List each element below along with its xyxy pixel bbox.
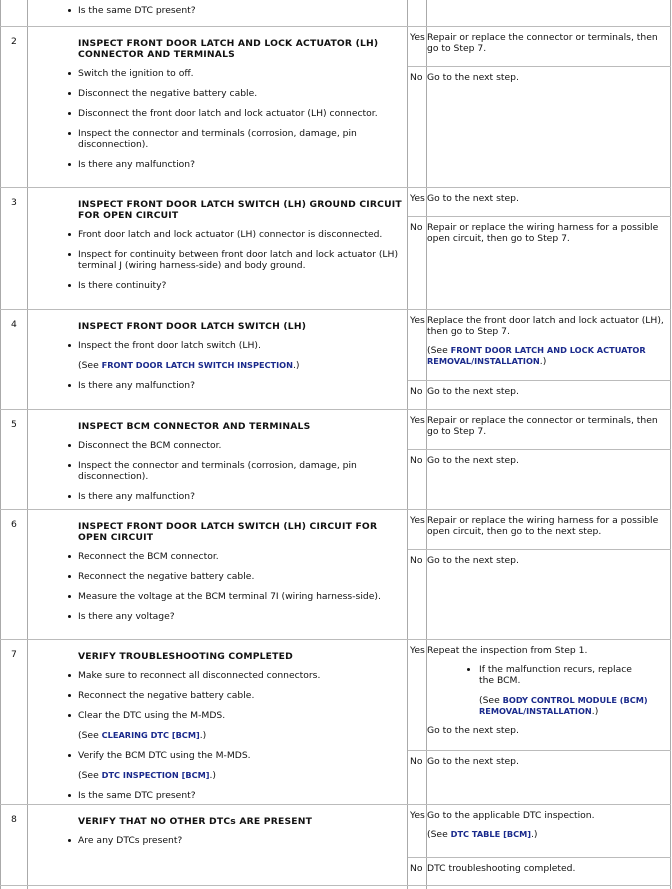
step-item: Measure the voltage at the BCM terminal 7I (wiring harness-side).: [68, 591, 408, 602]
yes-bullet: If the malfunction recurs, replace the BCM.: [467, 664, 649, 686]
yes-label: Yes: [410, 810, 425, 821]
action-cell: [68, 0, 408, 26]
result-no: [408, 381, 671, 409]
no-label: No: [410, 555, 423, 566]
no-result: Go to the next step.: [427, 555, 519, 566]
step-item: Front door latch and lock actuator (LH) connector is disconnected.: [68, 229, 408, 240]
no-result: Go to the next step.: [427, 455, 519, 466]
result-yes: [408, 510, 671, 549]
step-item: Switch the ignition to off.: [68, 68, 408, 79]
no-label: No: [410, 756, 423, 767]
see-suffix: .): [591, 706, 599, 717]
step-item: Reconnect the BCM connector.: [68, 551, 408, 562]
yes-result: Go to the next step.: [427, 193, 519, 204]
front-door-latch-switch-inspection-link[interactable]: FRONT DOOR LATCH SWITCH INSPECTION: [101, 360, 293, 370]
step-title: INSPECT FRONT DOOR LATCH AND LOCK ACTUATOR (LH) CONNECTOR AND TERMINALS: [78, 38, 379, 60]
action-cell: [68, 640, 408, 804]
see-prefix: (See: [78, 360, 102, 371]
yes-text: Go to the applicable DTC inspection.: [427, 810, 595, 821]
see-reference: [68, 360, 408, 371]
step-question: Are any DTCs present?: [68, 835, 408, 846]
no-result: Go to the next step.: [427, 386, 519, 397]
step-title: INSPECT BCM CONNECTOR AND TERMINALS: [78, 421, 311, 432]
see-reference: [479, 695, 649, 717]
step-title: VERIFY THAT NO OTHER DTCs ARE PRESENT: [78, 816, 313, 827]
step-title: INSPECT FRONT DOOR LATCH SWITCH (LH) CIRCUIT FOR OPEN CIRCUIT: [78, 521, 378, 543]
yes-label: Yes: [410, 645, 425, 656]
yes-text: Repeat the inspection from Step 1.: [427, 645, 588, 656]
see-reference: [427, 345, 667, 367]
result-yes: [408, 640, 671, 750]
yes-label: Yes: [410, 315, 425, 326]
see-prefix: (See: [78, 770, 102, 781]
step-number: 3: [11, 197, 17, 208]
yes-result: [427, 310, 671, 380]
step-number: 2: [11, 36, 17, 47]
no-result: DTC troubleshooting completed.: [427, 863, 576, 874]
step-item: Disconnect the negative battery cable.: [68, 88, 408, 99]
step-item: Inspect the connector and terminals (corrosion, damage, pin disconnection).: [68, 460, 408, 482]
step-item: Reconnect the negative battery cable.: [68, 571, 408, 582]
yes-result: Repair or replace the connector or terminals, then go to Step 7.: [427, 415, 658, 437]
step-item: Disconnect the BCM connector.: [68, 440, 408, 451]
dtc-table-link[interactable]: DTC TABLE [BCM]: [450, 829, 531, 839]
result-no: [408, 550, 671, 639]
bcm-removal-link[interactable]: BODY CONTROL MODULE (BCM) REMOVAL/INSTALLATION: [479, 695, 648, 716]
no-result: Go to the next step.: [427, 72, 519, 83]
step-question: Is there continuity?: [68, 280, 408, 291]
no-label: No: [410, 72, 423, 83]
result-no: [408, 67, 671, 187]
result-yes: [408, 310, 671, 380]
table-row-step-7: [0, 640, 671, 804]
step-title: VERIFY TROUBLESHOOTING COMPLETED: [78, 651, 293, 662]
step-question: Is the same DTC present?: [68, 790, 408, 801]
result-yes: [408, 27, 671, 66]
table-row-step-8: [0, 805, 671, 885]
see-prefix: (See: [427, 829, 451, 840]
yes-label: Yes: [410, 32, 425, 43]
see-suffix: .): [539, 356, 547, 367]
see-suffix: .): [199, 730, 207, 741]
step-item: Make sure to reconnect all disconnected connectors.: [68, 670, 408, 681]
question-item: Is the same DTC present?: [68, 5, 408, 16]
result-no: [408, 751, 671, 804]
table-row-fragment: [0, 0, 671, 26]
result-no: [408, 450, 671, 509]
result-yes: [408, 805, 671, 857]
see-suffix: .): [209, 770, 216, 781]
step-question: Is there any voltage?: [68, 611, 408, 622]
latch-actuator-removal-link[interactable]: FRONT DOOR LATCH AND LOCK ACTUATOR REMOVAL/INSTALLATION: [427, 345, 646, 366]
table-row-step-3: [0, 188, 671, 309]
yes-result: [427, 805, 671, 857]
result-yes: [408, 188, 671, 216]
result-no: [408, 217, 671, 309]
step-number: 5: [11, 419, 17, 430]
see-prefix: (See: [427, 345, 451, 356]
result-no: [408, 858, 671, 885]
step-title: INSPECT FRONT DOOR LATCH SWITCH (LH) GROUND CIRCUIT FOR OPEN CIRCUIT: [78, 199, 402, 221]
row-divider: [0, 885, 671, 886]
no-label: No: [410, 386, 423, 397]
yes-text: Replace the front door latch and lock actuator (LH), then go to Step 7.: [427, 315, 664, 337]
see-suffix: .): [293, 360, 300, 371]
no-label: No: [410, 455, 423, 466]
table-row-step-5: [0, 410, 671, 509]
step-title: INSPECT FRONT DOOR LATCH SWITCH (LH): [78, 321, 307, 332]
yes-label: Yes: [410, 415, 425, 426]
action-cell: [68, 805, 408, 885]
step-item: Inspect the front door latch switch (LH).: [68, 340, 408, 351]
step-number: 6: [11, 519, 17, 530]
table-row-step-6: [0, 510, 671, 639]
table-row-step-4: [0, 310, 671, 409]
table-row-step-2: [0, 27, 671, 187]
step-item: Inspect the connector and terminals (corrosion, damage, pin disconnection).: [68, 128, 408, 150]
see-suffix: .): [530, 829, 538, 840]
yes-label: Yes: [410, 193, 425, 204]
see-prefix: (See: [78, 730, 102, 741]
yes-after: Go to the next step.: [427, 725, 519, 736]
no-result: Repair or replace the wiring harness for a possible open circuit, then go to Step 7.: [427, 222, 659, 244]
see-reference: [68, 770, 408, 781]
step-item: Verify the BCM DTC using the M-MDS.: [68, 750, 408, 761]
action-cell: [68, 310, 408, 409]
step-item: Clear the DTC using the M-MDS.: [68, 710, 408, 721]
result-yes: [408, 410, 671, 449]
step-number: 4: [11, 319, 17, 330]
dtc-inspection-link[interactable]: DTC INSPECTION [BCM]: [101, 770, 210, 780]
action-cell: [68, 27, 408, 187]
step-number: 8: [11, 814, 17, 825]
action-cell: [68, 510, 408, 639]
step-number: 7: [11, 649, 17, 660]
step-item: Inspect for continuity between front door latch and lock actuator (LH) terminal J (wiring harness-side) and body ground.: [68, 249, 408, 271]
clearing-dtc-link[interactable]: CLEARING DTC [BCM]: [101, 730, 200, 740]
yes-result: Repair or replace the connector or terminals, then go to Step 7.: [427, 32, 658, 54]
yes-result: Repair or replace the wiring harness for a possible open circuit, then go to the next step.: [427, 515, 659, 537]
see-prefix: (See: [479, 695, 503, 706]
action-cell: [68, 188, 408, 309]
action-cell: [68, 410, 408, 509]
step-question: Is there any malfunction?: [68, 159, 408, 170]
no-label: No: [410, 863, 423, 874]
step-question: Is there any malfunction?: [68, 491, 408, 502]
step-question: Is there any malfunction?: [68, 380, 408, 391]
see-reference: [68, 730, 408, 741]
yes-label: Yes: [410, 515, 425, 526]
step-item: Disconnect the front door latch and lock actuator (LH) connector.: [68, 108, 408, 119]
no-label: No: [410, 222, 423, 233]
step-item: Reconnect the negative battery cable.: [68, 690, 408, 701]
see-reference: [427, 829, 667, 840]
no-result: Go to the next step.: [427, 756, 519, 767]
yes-result: [427, 640, 671, 750]
